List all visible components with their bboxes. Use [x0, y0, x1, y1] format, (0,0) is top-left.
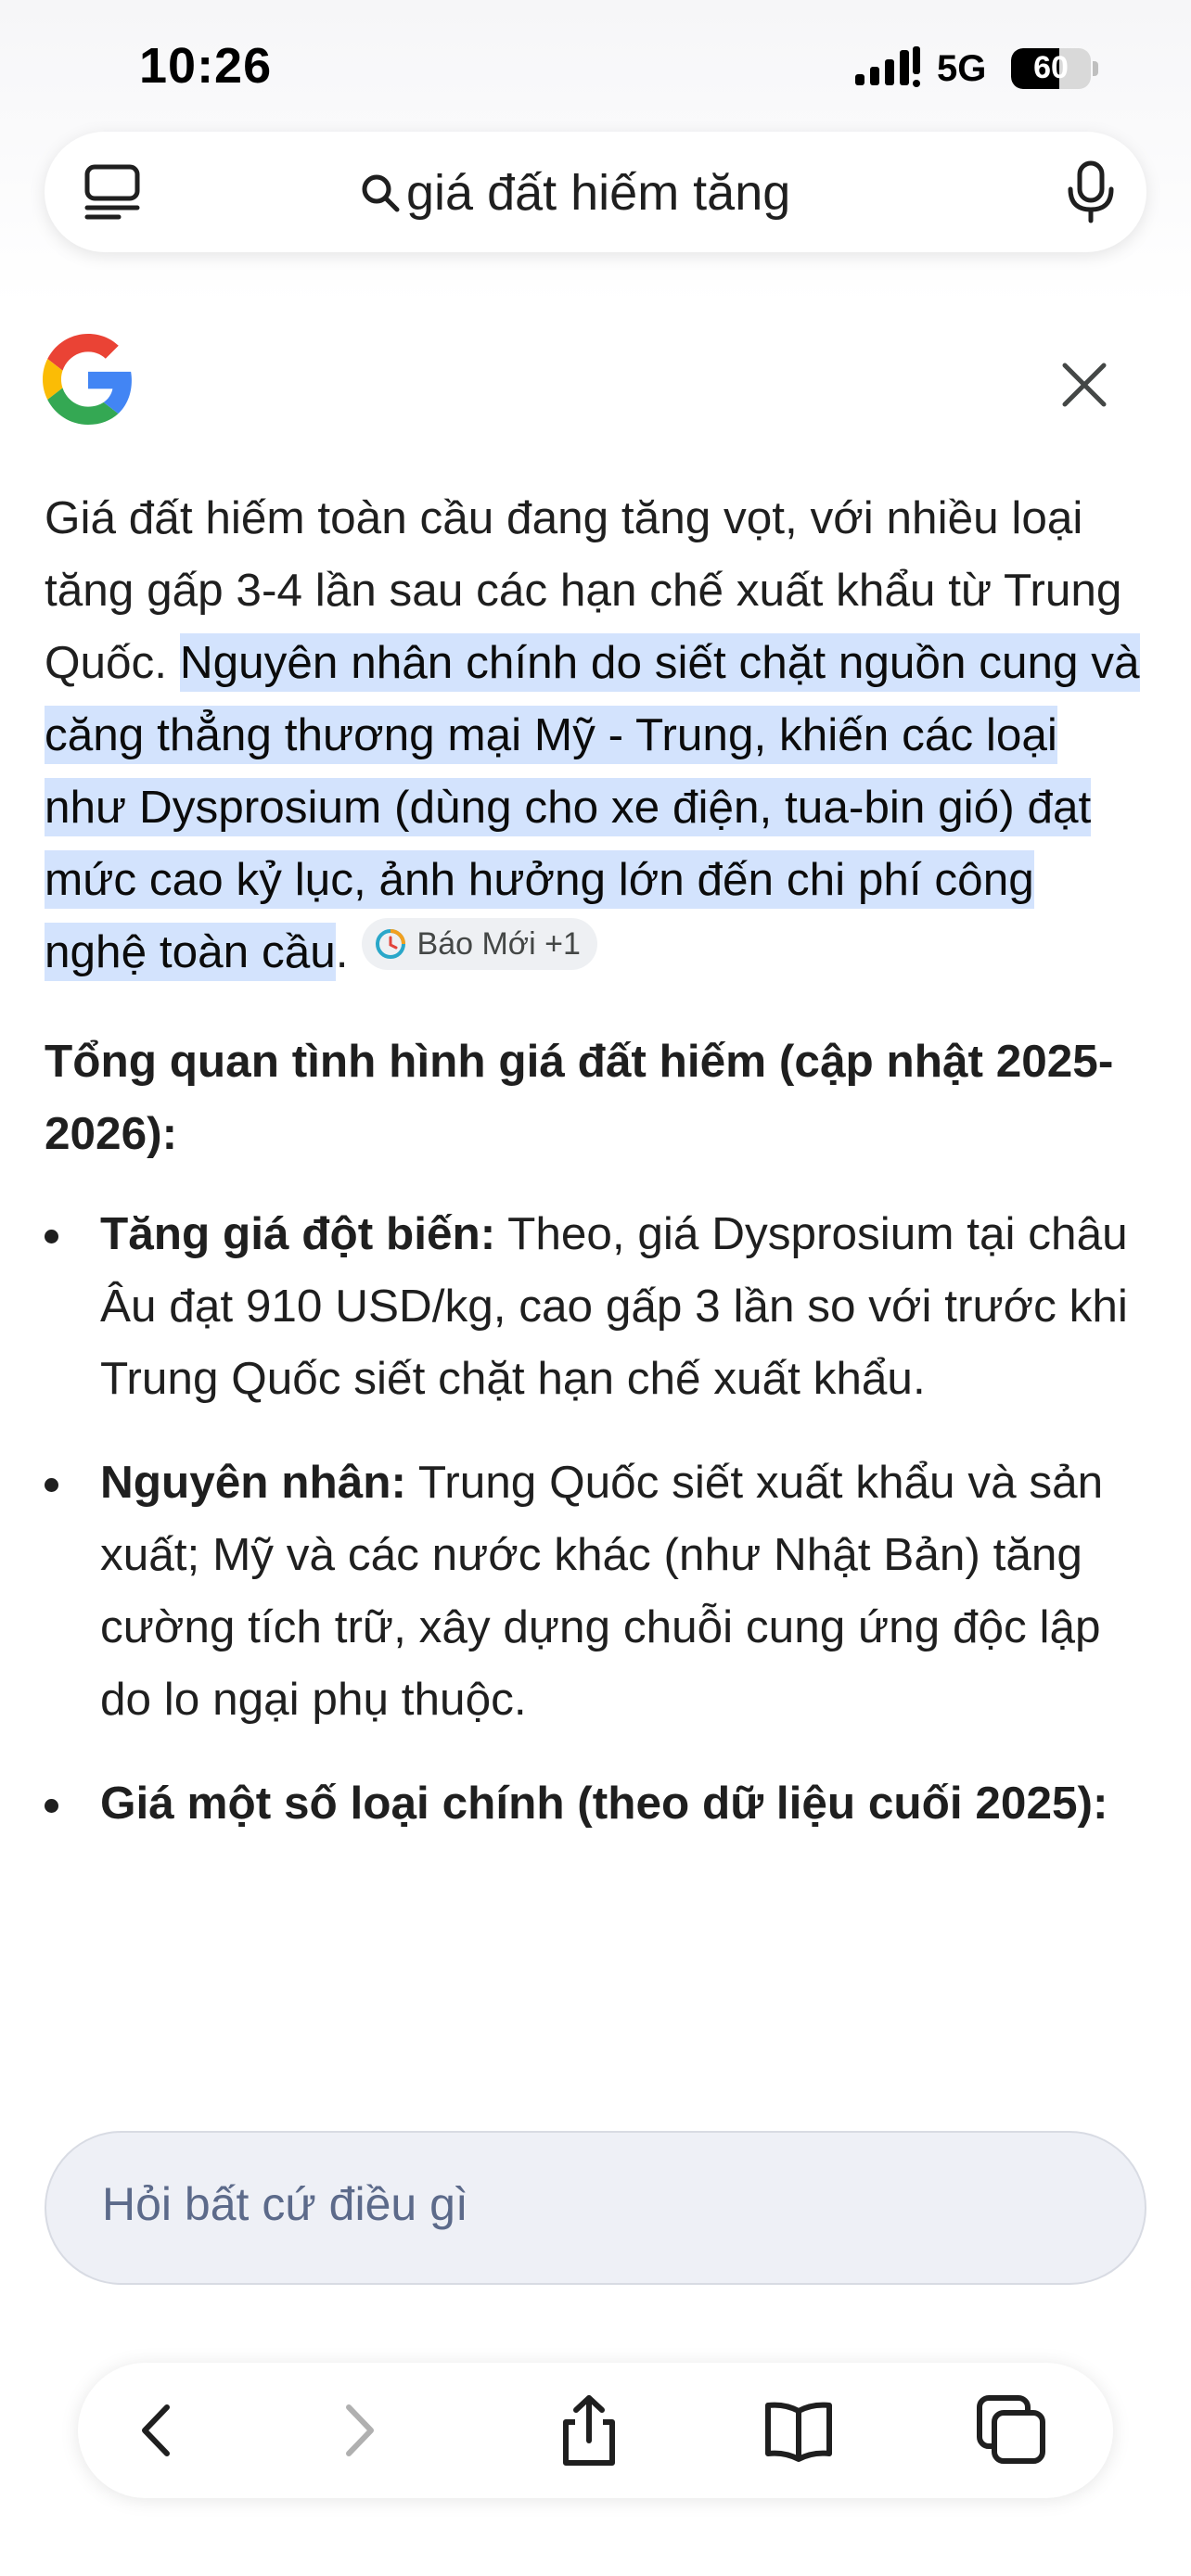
- search-icon: [360, 172, 401, 213]
- list-item: [45, 1767, 1148, 1840]
- bao-moi-icon: [373, 926, 408, 962]
- ask-input[interactable]: [45, 2131, 1146, 2285]
- intro-highlight[interactable]: Nguyên nhân chính do siết chặt nguồn cung và căng thẳng thương mại Mỹ - Trung, khiến các loại như Dysprosium (dùng cho xe điện, tua-bin gió) đạt mức cao kỷ lục, ảnh hưởng lớn đến chi phí công nghệ toàn cầu: [45, 633, 1140, 981]
- signal-icon: [855, 46, 922, 91]
- list-item: [45, 1447, 1148, 1736]
- bullet-label: Nguyên nhân:: [100, 1457, 406, 1508]
- source-chip-label: Báo Mới +1: [416, 926, 581, 962]
- back-icon[interactable]: [119, 2392, 195, 2468]
- status-time: 10:26: [139, 38, 273, 94]
- bullet-text: Theo, giá Dysprosium tại châu Âu đạt 910 USD/kg, cao gấp 3 lần so với trước khi Trung Quốc siết chặt hạn chế xuất khẩu.: [100, 1208, 1128, 1404]
- overview-intro: [45, 482, 1148, 988]
- intro-end: .: [335, 926, 349, 977]
- search-bar[interactable]: [45, 132, 1146, 252]
- source-chip[interactable]: [362, 918, 597, 970]
- bullet-label: Tăng giá đột biến:: [100, 1208, 496, 1259]
- tabs-icon[interactable]: [82, 161, 143, 223]
- battery-tip: [1093, 61, 1098, 76]
- bullet-label: Giá một số loại chính (theo dữ liệu cuối 2025):: [100, 1778, 1108, 1829]
- ai-overview-content: [45, 482, 1148, 1871]
- status-bar: [0, 0, 1191, 130]
- bullet-text: Trung Quốc siết xuất khẩu và sản xuất; Mỹ và các nước khác (như Nhật Bản) tăng cường tích trữ, xây dựng chuỗi cung ứng độc lập do lo ngại phụ thuộc.: [100, 1457, 1104, 1725]
- bullet-list: [45, 1198, 1148, 1840]
- battery-icon: [1011, 48, 1091, 89]
- browser-toolbar: [78, 2363, 1113, 2498]
- network-label: 5G: [937, 48, 987, 89]
- google-logo: [43, 334, 134, 425]
- bookmarks-icon[interactable]: [761, 2392, 837, 2468]
- battery-level: 60: [1033, 50, 1069, 85]
- close-icon[interactable]: [1059, 360, 1109, 410]
- search-query-text: giá đất hiếm tăng: [406, 165, 791, 221]
- forward-icon: [321, 2392, 397, 2468]
- share-icon[interactable]: [551, 2392, 627, 2468]
- intro-text: Giá đất hiếm toàn cầu đang tăng vọt, với nhiều loại tăng gấp 3-4 lần sau các hạn chế xuất khẩu từ Trung Quốc.: [45, 492, 1122, 688]
- list-item: [45, 1198, 1148, 1415]
- section-heading: Tổng quan tình hình giá đất hiếm (cập nhật 2025-2026):: [45, 1036, 1114, 1159]
- mic-icon[interactable]: [1065, 159, 1117, 224]
- ask-placeholder: Hỏi bất cứ điều gì: [102, 2178, 468, 2230]
- tabs-overview-icon[interactable]: [974, 2392, 1050, 2468]
- search-query[interactable]: [360, 163, 790, 223]
